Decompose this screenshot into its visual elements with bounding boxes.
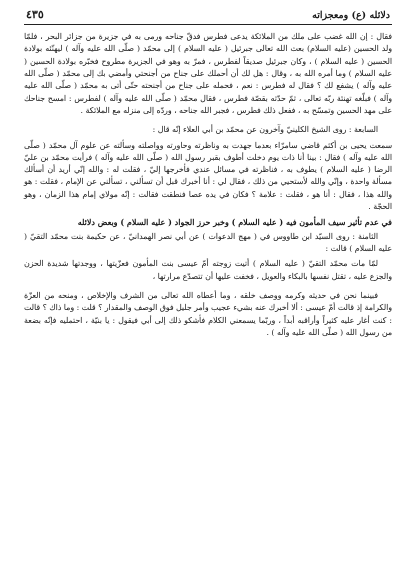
paragraph-seventh-intro: السابعة : روى الشيخ الكلينيّ وآخرون عن محمّد بن أبي العلاء إنّه قال : [152,125,378,135]
paragraph-eighth-intro: الثامنة : روى السيّد ابن طاووس في ( مهج الدعوات ) عن أبي نصر الهمدانيّ ، عن حكيمة بنت محمّد التقيّ ( عليه السلام ) قالت : [24,231,392,254]
running-title: دلائله (ع) ومعجزاته [312,9,390,21]
page-number: ٤٣٥ [26,8,44,21]
paragraph-fatras-story: فقال : إن الله غضب على ملك من الملائكة يدعى فطرس فدقّ جناحه ورمى به في جزيرة من جزائر البحر ، فلمّا ولد الحسين (عليه السلام) بعث الله تعالى جبرئيل ( عليه السلام ) إلى محمّد ( صلّى الله عليه وآله ) ليهنّئه بولادة الحسين ( عليه السلام ) ، وكان جبرئيل صديقاً لفطرس ، فمرّ به وهو في الجزيرة مطروح فخبّره بولادة الحسين ( عليه السلام ) وما أمره الله به ، وقال : هل لك أن أحملك على جناح من أجنحتي وأمضي بك إلى محمّد ( صلّى الله عليه وآله ) يشفع لك ؟ فقال له فطرس : نعم ، فحمله على جناح من أجنحته حتّى أتى به محمّد ( صلّى الله عليه وآله ) فبلّغه تهنئة ربّه تعالى ، ثمّ حدّثه بقصّة فطرس ، فقال محمّد ( صلّى الله عليه وآله ) لفطرس : امسح جناحك على مهد الحسين وتمسّح به ، ففعل ذلك فطرس ، فجبر الله جناحه ، وردّه إلى منزله مع الملائكة . [24,32,392,115]
running-header [24,8,392,24]
paragraph-umm-isa: لمّا مات محمّد التقيّ ( عليه السلام ) أتيت زوجته أمّ عيسى بنت المأمون فعزّيتها ، ووجدتها شديدة الحزن والجزع عليه ، تقتل نفسها بالبكاء والعويل ، فخفت عليها أن تتصدّع مرارتها ، [24,259,392,281]
section-heading: في عدم تأثير سيف المأمون فيه ( عليه السلام ) وخبر حرز الجواد ( عليه السلام ) وبعض دلائله [77,217,392,228]
paragraph-umm-isa-account: فبينما نحن في حديثه وكرمه ووصف خلقه ، وما أعطاه الله تعالى من الشرف والإخلاص ، ومنحه من العزّة والكرامة إذ قالت أمّ عيسى : ألا أخبرك عنه بشيء عجيب وأمر جليل فوق الوصف والمقدار ؟ قلت : وما ذاك ؟ قالت : كنت أغار عليه كثيراً وأراقبه أبداً ، وربّما يسمعني الكلام فأشكو ذلك إلى أبي فيقول : يا بنيّة ، احتمليه فإنّه بضعة من رسول الله ( صلّى الله عليه وآله ) . [24,291,392,337]
header-rule [24,24,392,25]
paragraph-yahya-narration: سمعت يحيى بن أكثم قاضي سامرّاء بعدما جهدت به وناظرته وحاورته وواصلته وسألته عن علوم آل محمّد ( صلّى الله عليه وآله ) فقال : بينا أنا ذات يوم دخلت أطوف بقبر رسول الله ( صلّى الله عليه وآله ) فرأيت محمّد بن عليّ الرضا ( عليه السلام ) يطوف به ، فناظرته في مسائل عندي فأخرجها إليّ ، فقلت له : والله إنّي أريد أن أسألك مسألة واحدة ، وإنّي والله لأستحيي من ذلك ، فقال لي : أنا أخبرك قبل أن تسألني ، تسألني عن الإمام ، فقلت : هو والله هذا ، فقال : أنا هو ، فقلت : علامة ؟ فكان في يده عصا فنطقت فقالت : إنّه مولاي إمام هذا الزمان ، وهو الحجّة . [24,140,393,212]
